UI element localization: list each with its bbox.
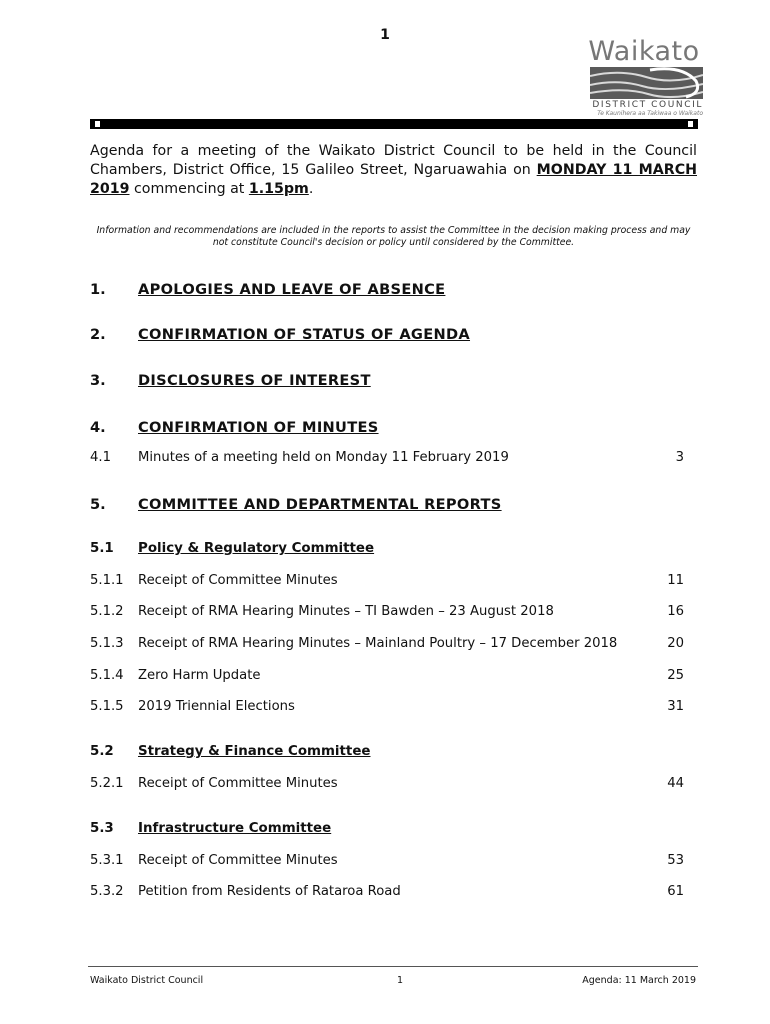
agenda-item-5-1-4 (90, 668, 697, 688)
meeting-date: MONDAY 11 MARCH 2019 (90, 162, 697, 197)
agenda-item-5-3-2 (90, 884, 697, 904)
footer-agenda-date: Agenda: 11 March 2019 (582, 975, 696, 986)
header-rule (90, 119, 698, 129)
item-title: Policy & Regulatory Committee (138, 541, 375, 556)
intro-text-1: Agenda for a meeting of the Waikato District Council to be held in the Council Chambers, District Office, 15 Galileo Street, Ngaruawahia on (90, 143, 697, 178)
item-title: Receipt of RMA Hearing Minutes – Mainland Poultry – 17 December 2018 (138, 636, 618, 651)
item-number: 5.3.1 (90, 853, 124, 868)
item-number: 5.1.2 (90, 604, 124, 619)
agenda-item-5-3 (90, 821, 697, 841)
agenda-item-2 (90, 326, 697, 346)
logo-tagline: Te Kaunihera aa Takiwaa o Waikato (597, 110, 703, 117)
item-page: 16 (667, 604, 684, 619)
item-number: 1. (90, 281, 106, 298)
item-title: 2019 Triennial Elections (138, 699, 295, 714)
agenda-item-5-1-3 (90, 636, 697, 656)
disclaimer-note: Information and recommendations are included in the reports to assist the Committee in the decision making process and may not constitute Council's decision or policy until considered by the Committee. (96, 225, 691, 248)
item-title: Receipt of Committee Minutes (138, 776, 338, 791)
item-number: 4.1 (90, 450, 111, 465)
footer-organisation: Waikato District Council (90, 975, 204, 986)
item-title: Infrastructure Committee (138, 821, 332, 836)
intro-text-2: commencing at (129, 181, 249, 197)
agenda-item-4 (90, 419, 697, 439)
agenda-item-5-1-1 (90, 573, 697, 593)
item-title: Zero Harm Update (138, 668, 261, 683)
agenda-item-4-1 (90, 450, 697, 470)
item-number: 5.3.2 (90, 884, 124, 899)
item-title: Receipt of Committee Minutes (138, 853, 338, 868)
item-number: 5.1 (90, 541, 114, 556)
item-number: 5. (90, 496, 106, 513)
item-number: 2. (90, 326, 106, 343)
item-number: 5.1.5 (90, 699, 124, 714)
item-page: 31 (667, 699, 684, 714)
item-title: COMMITTEE AND DEPARTMENTAL REPORTS (138, 496, 502, 513)
item-number: 4. (90, 419, 106, 436)
intro-text-3: . (308, 181, 314, 197)
agenda-item-5-2-1 (90, 776, 697, 796)
footer-rule (88, 966, 698, 967)
agenda-item-5-3-1 (90, 853, 697, 873)
agenda-item-3 (90, 372, 697, 392)
item-number: 5.2 (90, 744, 114, 759)
agenda-item-5-1 (90, 541, 697, 561)
item-page: 20 (667, 636, 684, 651)
agenda-intro (90, 142, 697, 199)
agenda-item-5-1-5 (90, 699, 697, 719)
item-number: 5.1.4 (90, 668, 124, 683)
item-title: Receipt of RMA Hearing Minutes – TI Bawden – 23 August 2018 (138, 604, 554, 619)
logo-wave-graphic (590, 67, 703, 99)
item-page: 61 (667, 884, 684, 899)
agenda-item-5-2 (90, 744, 697, 764)
item-page: 3 (675, 450, 684, 465)
item-title: Minutes of a meeting held on Monday 11 February 2019 (138, 450, 509, 465)
logo-wordmark: Waikato (588, 36, 700, 67)
item-page: 44 (667, 776, 684, 791)
logo-subtitle: DISTRICT COUNCIL (592, 100, 703, 110)
item-title: CONFIRMATION OF STATUS OF AGENDA (138, 326, 471, 343)
item-title: CONFIRMATION OF MINUTES (138, 419, 379, 436)
item-page: 53 (667, 853, 684, 868)
agenda-item-1 (90, 281, 697, 301)
item-number: 3. (90, 372, 106, 389)
item-page: 11 (667, 573, 684, 588)
item-number: 5.3 (90, 821, 114, 836)
item-title: Petition from Residents of Rataroa Road (138, 884, 401, 899)
agenda-item-5 (90, 496, 697, 516)
page-number-top: 1 (380, 27, 390, 43)
meeting-time: 1.15pm (248, 181, 309, 197)
item-title: Strategy & Finance Committee (138, 744, 371, 759)
item-number: 5.2.1 (90, 776, 124, 791)
item-title: Receipt of Committee Minutes (138, 573, 338, 588)
item-number: 5.1.1 (90, 573, 124, 588)
item-number: 5.1.3 (90, 636, 124, 651)
council-logo (585, 36, 703, 118)
item-page: 25 (667, 668, 684, 683)
item-title: APOLOGIES AND LEAVE OF ABSENCE (138, 281, 446, 298)
item-title: DISCLOSURES OF INTEREST (138, 372, 371, 389)
agenda-item-5-1-2 (90, 604, 697, 624)
footer-page-number: 1 (396, 975, 404, 986)
